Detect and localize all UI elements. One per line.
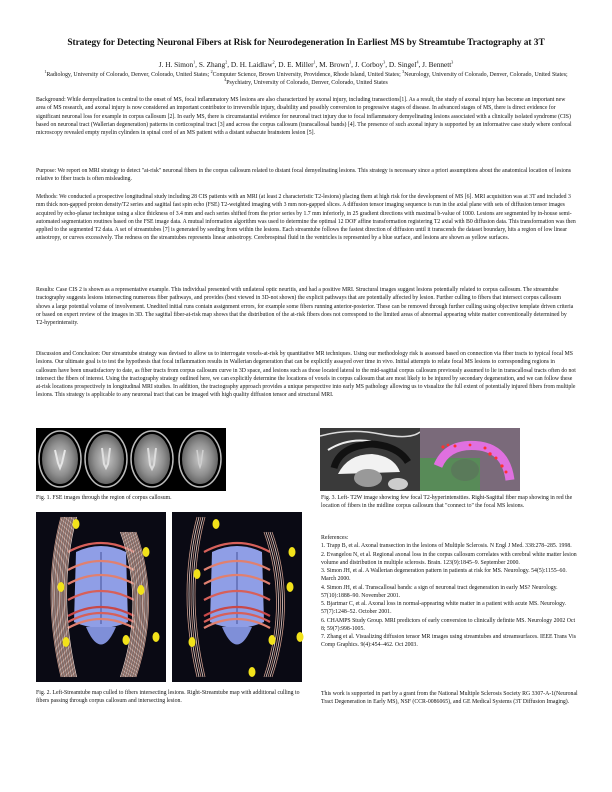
results-text: Case CIS 2 is shown as a representative example. This individual presented with unilateral optic neuritis, and had a positive MRI. Structural images suggest lesions potentially related to corpus callosum. The streamtube tractography suggests lesions intersecting numerous fiber pathways, and provides (best viewed in 3D-not shown) the explicit pathways that are potentially affected by lesion. Further culling to fibers that intersect corpus callosum shows a large potential volume of involvement. Unedited initial runs contain assignment errors, for example some fibers running anterior-posterior. These can be removed through further culling using objective template driven criteria or based on expert review of the images in 3D. The sagittal fiber-at-risk map shows that the distribution of the at-risk fibers does not correspond to the limited areas of abnormal appearing white matter conventionally determined by T2-hyperintensity. [36, 287, 574, 327]
reference-item: 7. Zhang et al. Visualizing diffusion tensor MR images using streamtubes and streamsurfaces. IEEE Trans Vis Comp Graphics. 9(4):454–462. Oct 2003. [321, 634, 576, 649]
affiliation-text: Psychiatry, University of Colorado, Denver, Colorado, United States [226, 80, 388, 86]
lesion-surface [249, 667, 256, 677]
author-affiliation-mark: 1 [193, 59, 196, 65]
fse-slice-1 [39, 431, 81, 487]
methods-label: Methods: [36, 194, 60, 200]
purpose-section [36, 167, 576, 184]
lesion-surface [123, 635, 130, 645]
figure-2-caption: Fig. 2. Left-Streamtube map culled to fibers intersecting lesions. Right-Streamtube map with additional culling to fibers passing through corpus callosum and intersecting lesion. [36, 690, 300, 705]
author-affiliation-mark: 1 [349, 59, 352, 65]
lesion-surface [143, 547, 150, 557]
methods-section [36, 193, 576, 243]
affiliation-text: Neurology, University of Colorado, Denver, Colorado, United States; [404, 72, 568, 78]
purpose-label: Purpose: [36, 168, 58, 174]
figure-2-streamtube-maps [36, 512, 304, 682]
reference-item: 4. Simon JH, et al. Transcallosal bands: a sign of neuronal tract degeneration in early MS? Neurology. 57(10):1888–90. November 2001. [321, 584, 558, 599]
lesion-surface [58, 582, 65, 592]
results-section [36, 286, 576, 327]
author-name: J. Bennett [422, 60, 452, 69]
streamtube-map-right [172, 512, 304, 682]
author-affiliation-mark: 2 [272, 59, 275, 65]
reference-item: 3. Simon JH, et al. A Wallerian degeneration pattern in patients at risk for MS. Neurology. 54(5):1155–60. March 2000. [321, 568, 567, 583]
reference-item: 5. Bjartmar C, et al. Axonal loss in normal-appearing white matter in a patient with acute MS. Neurology. 57(7):1248–52. October 2001. [321, 601, 566, 616]
affiliation-number: 2 [210, 69, 213, 75]
author-name: S. Zhang [198, 60, 226, 69]
lesion-surface [153, 632, 160, 642]
figure-1-caption: Fig. 1. FSE images through the region of corpus callosum. [36, 495, 172, 501]
references [321, 534, 581, 650]
figure-3-images [320, 428, 520, 491]
affiliation-number: 3 [402, 69, 405, 75]
affiliation-number: 1 [44, 69, 47, 75]
figure-3-caption: Fig. 3. Left- T2W image showing few focal T2-hyperintensities. Right-Sagittal fiber map showing in red the location of fibers in the midline corpus callosum that "connect to" the focal MS lesions. [321, 495, 573, 510]
affiliation-text: Computer Science, Brown University, Providence, Rhode Island, United States; [212, 72, 403, 78]
acknowledgment: This work is supported in part by a grant from the National Multiple Sclerosis Society RG 3307-A-1(Neuronal Tract Degeneration in Early MS), NSF (CCR-0086065), and GE Medical Systems (3T Diffusion Imaging). [321, 691, 578, 706]
author-name: D. Singel [388, 60, 417, 69]
author-affiliation-mark: 4 [416, 59, 419, 65]
lesion-surface [287, 582, 294, 592]
streamtube-map-left [36, 512, 166, 682]
lesion-surface [138, 585, 145, 595]
fse-slice-4 [179, 431, 221, 487]
reference-item: 6. CHAMPS Study Group. MRI predictors of early conversion to clinically definite MS. Neurology 2002 Oct 8; 59(7):998-1005. [321, 617, 576, 632]
purpose-text: We report on MRI strategy to detect "at-risk" neuronal fibers in the corpus callosum related to distant focal demyelinating lesions. This strategy is necessary since a priori assumptions about the anatomical location of lesions relative to fiber tracts is often misleading. [36, 168, 571, 183]
author-name: M. Brown [319, 60, 350, 69]
affiliation-number: 4 [224, 77, 227, 83]
references-heading: References: [321, 535, 349, 541]
fse-slice-2 [85, 431, 127, 487]
figure-1-fse-images [36, 428, 226, 491]
lesion-surface [289, 547, 296, 557]
author-list: J. H. Simon$^1$, S. Zhang$^2$, D. H. Laidlaw$^2$, D. E. Miller$^1$, M. Brown$^1$, J. Corboy$^3$, D. Singel$^4$, J. Bennett$^3$ [158, 59, 454, 69]
lesion-surface [297, 632, 304, 642]
paper-title: Strategy for Detecting Neuronal Fibers at Risk for Neurodegeneration In Earliest MS by Streamtube Tractography at 3T [67, 38, 545, 48]
lesion-surface [269, 635, 276, 645]
author-affiliation-mark: 1 [313, 59, 316, 65]
author-name: D. H. Laidlaw [230, 60, 273, 69]
author-name: D. E. Miller [278, 60, 314, 69]
methods-text: We conducted a prospective longitudinal study including 28 CIS patients with an MRI (at least 2 characteristic T2-lesions) placing them at high risk for the development of MS [6]. MRI acquisition was at 3T and included 3 mm thick non-gapped proton density/T2 series and sagittal fast spin echo (FSE) T2-weighted imaging with 3 mm non-gapped slices. A diffusion tensor imaging sequence is run in the axial plane with sets of diffusion tensor images acquired by echo-planar technique using a slice thickness of 3.4 mm and each series shifted from the prior series by 1.7 mm inferiorly, in 25 gradient directions with maximal b-value of 1000. Lesions are segmented by in-house semi-automated segmentation routines based on the FSE image data. A mutual information algorithm was used to determine the optimal 12 DOF affine transformation registering T2 axial with B0 diffusion data. This transformation was then applied to the segmented T2 data. A set of streamtubes [7] is generated by seeding from within the lesions. Each streamtube follows the fastest direction of diffusion until it transcends the dataset boundary, hits a region of low linear anisotropy, or curves excessively. The redness on the streamtubes represents linear anisotropy. Cerebrospinal fluid in the ventricles is represented by a blue surface, and lesions are shown as yellow surfaces. [36, 194, 576, 242]
lesion-surface [194, 569, 201, 579]
background-text: While demyelination is central to the onset of MS, focal inflammatory MS lesions are also characterized by axonal injury, including transections[1]. As a result, the study of axonal injury has become an important new area of MS research, and axonal injury is now considered an important contributor to irreversible injury, disability and possibly conversion to progressive stages of disease. In advanced stages of MS, there is direct evidence for significant neuronal loss for example in corpus callosum [2]. In early MS, there is circumstantial evidence for neuronal tract injury due to focal inflammatory demyelinating lesions associated with a clinically isolated syndrome (CIS) based on neuronal tract (Wallerian degeneration) patterns in corticospinal tract [3] and across the corpus callosum (transcallosal bands) [4]. The presence of such axonal injury is supported by an informative case study where confocal microscopy revealed empty myelin cylinders in spinal cord of an MS patient with a distant subacute brainstem lesion [5]. [36, 97, 572, 137]
lesion-surface [213, 519, 220, 529]
discussion-label: Discussion and Conclusion: [36, 351, 102, 357]
lesion-surface [73, 519, 80, 529]
affiliations [30, 71, 582, 87]
author-affiliation-mark: 3 [383, 59, 386, 65]
reference-item: 1. Trapp B, et al. Axonal transection in the lesions of Multiple Sclerosis. N Engl J Med. 338:278–285. 1998. [321, 543, 572, 550]
results-label: Results: [36, 287, 56, 293]
reference-item: 2. Evangelou N, et al. Regional axonal loss in the corpus callosum correlates with cerebral white matter lesion volume and distribution in multiple sclerosis. Brain. 123(9):1845–9. September 2000. [321, 551, 577, 566]
lesion-surface [63, 637, 70, 647]
discussion-section [36, 350, 576, 400]
affiliation-text: Radiology, University of Colorado, Denver, Colorado, United States; [46, 72, 211, 78]
author-name: J. Corboy [354, 60, 384, 69]
fse-slice-3 [131, 431, 173, 487]
background-label: Background: [36, 97, 68, 103]
background-section [36, 96, 576, 137]
author-affiliation-mark: 3 [451, 59, 454, 65]
discussion-text: Our streamtube strategy was devised to allow us to interrogate voxels-at-risk by quantitative MR techniques. Using our methodology risk is assessed based on connection via fiber tracts to typical focal MS lesions. Our ultimate goal is to test the hypothesis that focal inflammation results in Wallerian degeneration that can be explicitly assayed over time in vivo. Initial attempts to relate focal MS lesions to corresponding regions in callosum have been unsatisfactory to date, as fiber tracts from corpus callosum curve in 3D space, and lesions such as those located lateral to the mid-sagittal corpus callosum previously assumed to lie in transcallosal tracts often do not intersect the fibers of interest. Using the tractography strategy outlined here, we can explicitly determine the locations of voxels in corpus callosum that are most likely to be injured by secondary degeneration, and we can follow these at-risk locations prospectively in longitudinal MRI studies. In addition, the tractography approach provides a unique perspective into early MS pathology allowing us to visualize the full extent of potentially injured fibers from multiple lesions. This strategy is applicable to any neuronal tract that can be imaged with high quality diffusion tensor and structural MRI. [36, 351, 576, 399]
lesion-surface [189, 637, 196, 647]
author-affiliation-mark: 2 [225, 59, 228, 65]
author-name: J. H. Simon [158, 60, 194, 69]
